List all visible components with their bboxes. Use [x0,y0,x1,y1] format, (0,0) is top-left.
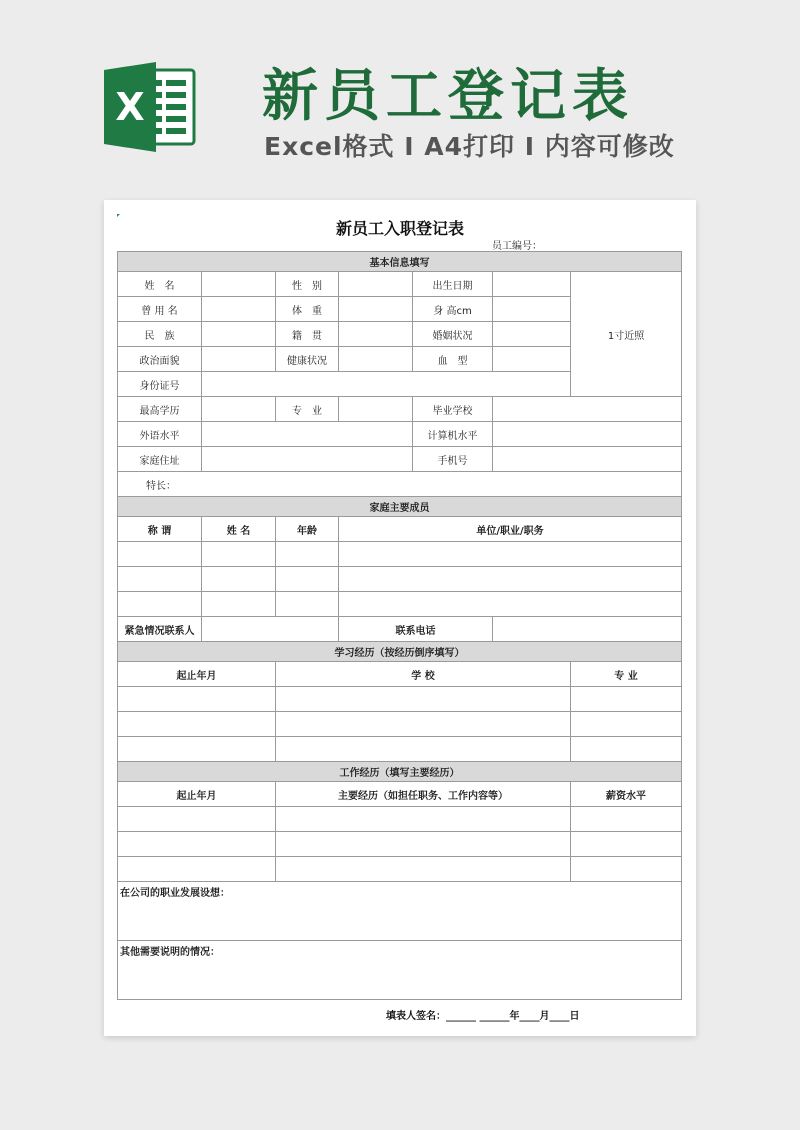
label-marital: 婚姻状况 [413,322,493,347]
cell[interactable] [276,687,571,712]
col-edu-period: 起止年月 [118,662,276,687]
work-row [118,857,682,882]
cell[interactable] [339,592,682,617]
field-computer[interactable] [493,422,682,447]
cell[interactable] [276,832,571,857]
field-phone[interactable] [493,447,682,472]
col-work-experience: 主要经历（如担任职务、工作内容等） [276,782,571,807]
cell[interactable] [571,712,682,737]
field-birth[interactable] [493,272,571,297]
work-row [118,807,682,832]
cell[interactable] [118,832,276,857]
field-id-no[interactable] [202,372,571,397]
label-address: 家庭住址 [118,447,202,472]
cell[interactable] [276,592,339,617]
field-other-notes[interactable]: 其他需要说明的情况： [118,941,682,1000]
field-address[interactable] [202,447,413,472]
cell[interactable] [276,567,339,592]
label-health: 健康状况 [276,347,339,372]
field-ethnicity[interactable] [202,322,276,347]
cell[interactable] [202,567,276,592]
label-phone: 手机号 [413,447,493,472]
field-native-place[interactable] [339,322,413,347]
cell[interactable] [571,807,682,832]
cell[interactable] [276,542,339,567]
col-unit: 单位/职业/职务 [339,517,682,542]
cell[interactable] [202,592,276,617]
label-ethnicity: 民 族 [118,322,202,347]
col-edu-school: 学 校 [276,662,571,687]
logo-letter: X [115,85,145,129]
cell[interactable] [118,592,202,617]
form-paper [104,200,696,1036]
label-emergency: 紧急情况联系人 [118,617,202,642]
cell[interactable] [202,542,276,567]
form-title: 新员工入职登记表 [335,219,464,238]
cell[interactable] [571,737,682,762]
header [0,0,800,190]
education-row [118,712,682,737]
cell[interactable] [118,542,202,567]
cell[interactable] [571,832,682,857]
cell[interactable] [118,712,276,737]
cell[interactable] [276,807,571,832]
field-contact-phone[interactable] [493,617,682,642]
cell[interactable] [118,567,202,592]
cell[interactable] [276,737,571,762]
field-school[interactable] [493,397,682,422]
cell[interactable] [339,567,682,592]
field-height[interactable] [493,297,571,322]
col-edu-major: 专 业 [571,662,682,687]
employee-no-label: 员工编号： [492,241,542,252]
field-specialty[interactable]: 特长： [118,472,682,497]
col-work-salary: 薪资水平 [571,782,682,807]
field-career-plan[interactable]: 在公司的职业发展设想： [118,882,682,941]
field-marital[interactable] [493,322,571,347]
label-height: 身 高cm [413,297,493,322]
label-birth: 出生日期 [413,272,493,297]
col-age: 年龄 [276,517,339,542]
education-row [118,687,682,712]
section-education: 学习经历（按经历倒序填写） [118,642,682,662]
label-education: 最高学历 [118,397,202,422]
family-row [118,542,682,567]
label-political: 政治面貌 [118,347,202,372]
photo-box[interactable]: 1寸近照 [571,272,682,397]
field-emergency[interactable] [202,617,339,642]
page-subtitle: Excel格式 I A4打印 I 内容可修改 [264,132,675,161]
cell[interactable] [276,857,571,882]
field-name[interactable] [202,272,276,297]
field-gender[interactable] [339,272,413,297]
education-row [118,737,682,762]
cell[interactable] [118,737,276,762]
label-computer: 计算机水平 [413,422,493,447]
section-work: 工作经历（填写主要经历） [118,762,682,782]
field-major[interactable] [339,397,413,422]
label-former-name: 曾 用 名 [118,297,202,322]
field-blood[interactable] [493,347,571,372]
cell[interactable] [118,807,276,832]
field-language[interactable] [202,422,413,447]
field-weight[interactable] [339,297,413,322]
section-family: 家庭主要成员 [118,497,682,517]
signature-line: 填表人签名：______ ______年____月____日 [386,1011,580,1022]
family-row [118,592,682,617]
cell[interactable] [118,687,276,712]
col-work-period: 起止年月 [118,782,276,807]
registration-table [117,251,682,1000]
label-gender: 性 别 [276,272,339,297]
field-education[interactable] [202,397,276,422]
label-language: 外语水平 [118,422,202,447]
section-basic: 基本信息填写 [118,252,682,272]
label-name: 姓 名 [118,272,202,297]
label-native-place: 籍 贯 [276,322,339,347]
label-school: 毕业学校 [413,397,493,422]
cell[interactable] [276,712,571,737]
page-title: 新员工登记表 [262,64,634,129]
field-health[interactable] [339,347,413,372]
family-row [118,567,682,592]
field-former-name[interactable] [202,297,276,322]
label-major: 专 业 [276,397,339,422]
label-blood: 血 型 [413,347,493,372]
label-contact-phone: 联系电话 [339,617,493,642]
label-id-no: 身份证号 [118,372,202,397]
col-relation: 称 谓 [118,517,202,542]
excel-logo-icon [104,60,198,154]
work-row [118,832,682,857]
col-family-name: 姓 名 [202,517,276,542]
cell[interactable] [118,857,276,882]
field-political[interactable] [202,347,276,372]
cell[interactable] [571,857,682,882]
cell[interactable] [339,542,682,567]
label-weight: 体 重 [276,297,339,322]
cell[interactable] [571,687,682,712]
